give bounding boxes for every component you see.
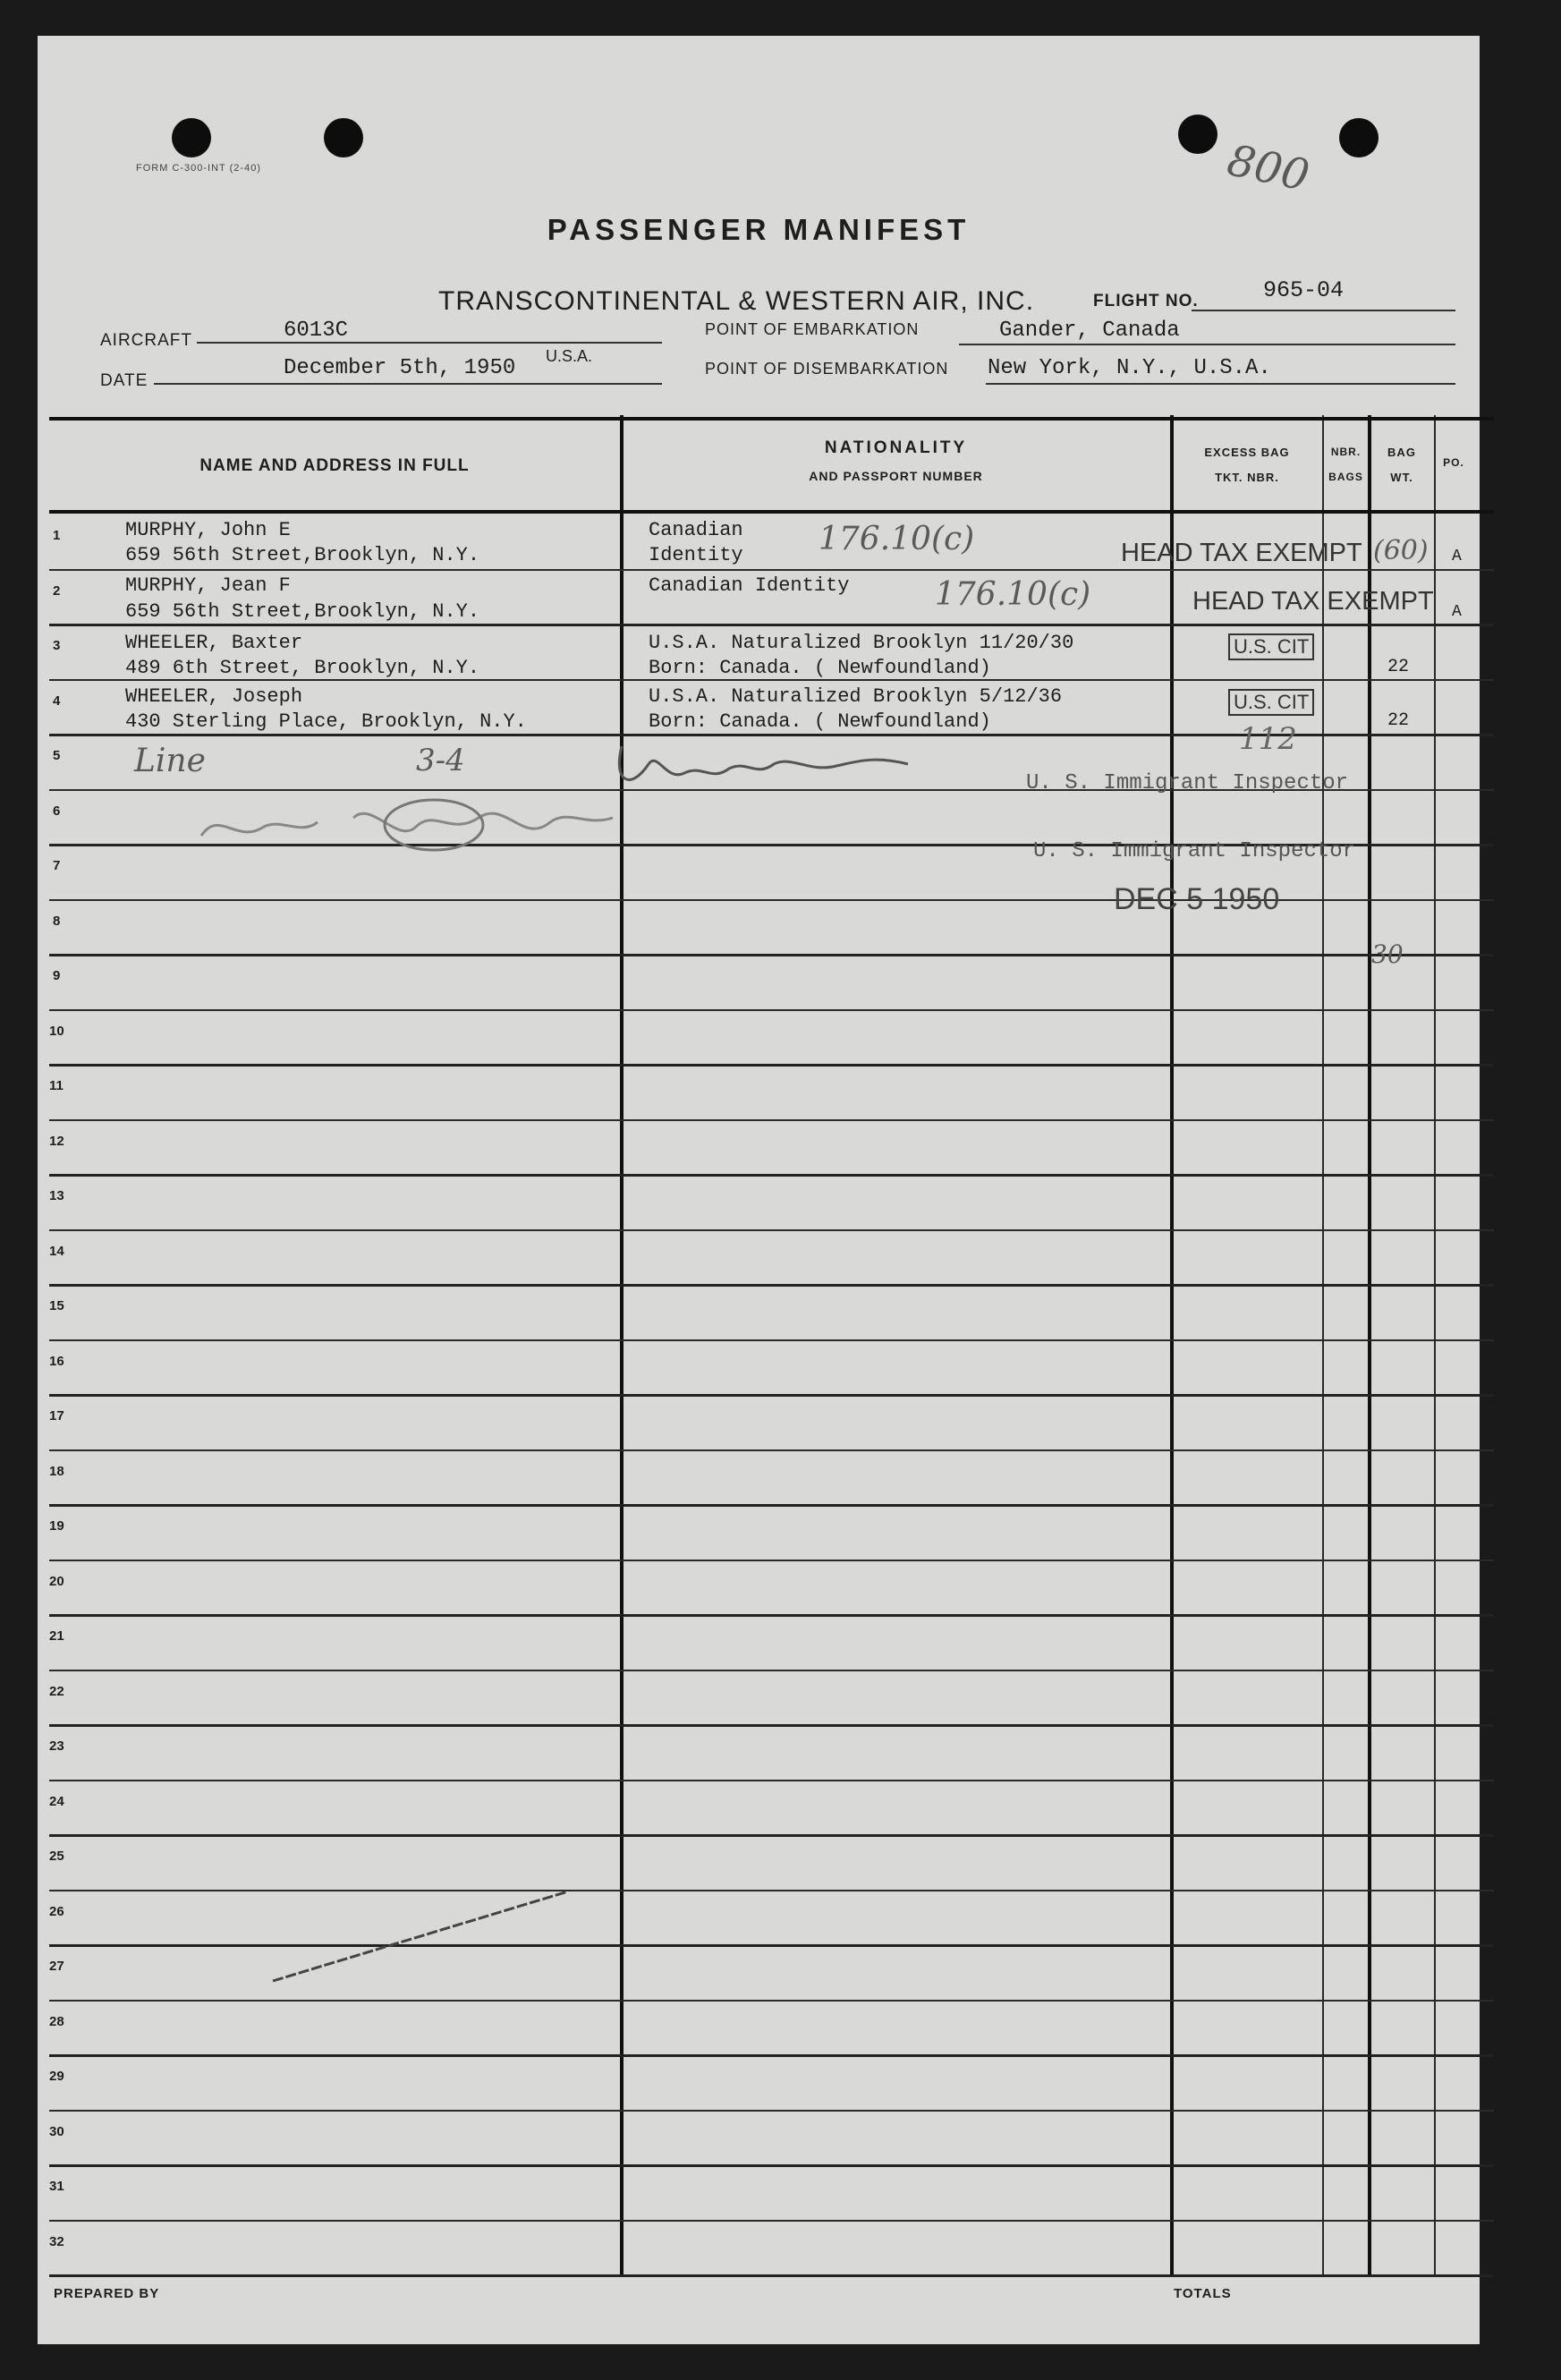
passenger-1-address: 659 56th Street,Brooklyn, N.Y. (125, 544, 480, 566)
column-header-excess-bag-sub: TKT. NBR. (1215, 471, 1279, 484)
passenger-4-name: WHEELER, Joseph (125, 685, 303, 708)
passenger-2-po: A (1452, 603, 1462, 621)
column-header-name: NAME AND ADDRESS IN FULL (199, 456, 470, 475)
row-number: 15 (49, 1298, 64, 1313)
embarkation-label: POINT OF EMBARKATION (705, 320, 920, 338)
passenger-2-name: MURPHY, Jean F (125, 574, 291, 597)
row-rule (49, 2274, 1494, 2277)
row-rule (49, 1670, 1494, 1671)
row-number: 17 (49, 1408, 64, 1424)
row-number: 21 (49, 1628, 64, 1644)
passenger-4-address: 430 Sterling Place, Brooklyn, N.Y. (125, 710, 527, 733)
inspector-stamp-2: U. S. Immigrant Inspector (1033, 839, 1356, 863)
row-rule (49, 1064, 1494, 1067)
row-number: 24 (49, 1793, 64, 1809)
row-rule (49, 2054, 1494, 2057)
punch-hole (172, 118, 211, 157)
date-stamp: DEC 5 1950 (1114, 882, 1280, 916)
page-title: PASSENGER MANIFEST (547, 213, 971, 246)
row-rule (49, 1834, 1494, 1837)
column-header-nationality-sub: AND PASSPORT NUMBER (809, 469, 983, 483)
row-number: 11 (49, 1078, 64, 1093)
passenger-1-bags: (60) (1373, 535, 1429, 566)
date-underline (154, 383, 662, 385)
column-header-excess-bag: EXCESS BAG (1204, 446, 1290, 459)
row-number: 22 (49, 1683, 64, 1699)
row-rule (49, 1560, 1494, 1561)
flight-underline (1192, 310, 1455, 311)
row-number: 18 (49, 1463, 64, 1479)
column-header-nationality: NATIONALITY (824, 438, 968, 457)
row-number: 23 (49, 1738, 64, 1754)
row-number: 26 (49, 1903, 64, 1919)
inspector-signature-1 (604, 728, 962, 800)
embarkation-underline (959, 344, 1455, 345)
passenger-1-po: A (1452, 548, 1462, 565)
row-number: 12 (49, 1133, 64, 1149)
passenger-3-stamp: U.S. CIT (1228, 633, 1314, 660)
row-number: 25 (49, 1849, 64, 1864)
totals-label: TOTALS (1174, 2286, 1232, 2301)
row-rule (49, 1009, 1494, 1011)
row-number: 16 (49, 1353, 64, 1369)
row-rule (49, 624, 1494, 626)
passenger-4-bag-wt: 22 (1387, 710, 1410, 731)
passenger-1-stamp: HEAD TAX EXEMPT (1121, 539, 1362, 567)
aircraft-label: AIRCRAFT (100, 331, 192, 350)
handwritten-line-note: Line (134, 743, 206, 779)
row-rule (49, 1174, 1494, 1177)
column-divider (1322, 415, 1324, 2276)
row-number: 20 (49, 1573, 64, 1589)
passenger-3-bag-wt: 22 (1387, 657, 1410, 677)
handwritten-corner-number: 800 (1223, 135, 1314, 201)
header-bottom-rule (49, 510, 1494, 514)
passenger-2-stamp: HEAD TAX EXEMPT (1192, 587, 1434, 616)
row-rule (49, 1394, 1494, 1397)
disembarkation-label: POINT OF DISEMBARKATION (705, 360, 949, 378)
row-number: 30 (49, 2123, 64, 2139)
row-number: 29 (49, 2069, 64, 2084)
row-rule (49, 1724, 1494, 1727)
handwritten-line-range: 3-4 (416, 743, 465, 778)
pencil-stroke (264, 1883, 586, 1990)
punch-hole (324, 118, 363, 157)
disembarkation-underline (986, 383, 1455, 385)
row-number: 2 (53, 582, 61, 599)
form-number: FORM C-300-INT (2-40) (136, 163, 261, 174)
embarkation-value: Gander, Canada (999, 319, 1180, 343)
row-number: 9 (53, 968, 61, 983)
handwritten-30: 30 (1371, 939, 1404, 969)
column-divider (1434, 415, 1436, 2276)
passenger-4-nationality: U.S.A. Naturalized Brooklyn 5/12/36 (649, 685, 1063, 708)
passenger-3-nationality: U.S.A. Naturalized Brooklyn 11/20/30 (649, 632, 1074, 654)
flight-number-value: 965-04 (1263, 277, 1345, 303)
passenger-3-address: 489 6th Street, Brooklyn, N.Y. (125, 657, 480, 679)
date-value: December 5th, 1950 (284, 356, 516, 380)
row-number: 7 (53, 858, 61, 873)
passenger-4-born: Born: Canada. ( Newfoundland) (649, 710, 991, 733)
row-rule (49, 1284, 1494, 1287)
row-number: 32 (49, 2233, 64, 2249)
aircraft-value: 6013C (284, 319, 349, 343)
inspector-stamp-1: U. S. Immigrant Inspector (1026, 771, 1349, 795)
disembarkation-value: New York, N.Y., U.S.A. (988, 356, 1271, 380)
column-header-nbr-bags-sub: BAGS (1328, 471, 1363, 483)
company-name: TRANSCONTINENTAL & WESTERN AIR, INC. (438, 286, 1035, 316)
row-number: 31 (49, 2179, 64, 2194)
row-rule (49, 954, 1494, 956)
passenger-2-address: 659 56th Street,Brooklyn, N.Y. (125, 600, 480, 623)
row-number: 27 (49, 1959, 64, 1974)
row-rule (49, 1449, 1494, 1451)
aircraft-underline (197, 342, 662, 344)
row-number: 10 (49, 1023, 64, 1039)
passenger-2-nationality: Canadian Identity (649, 574, 850, 597)
row-number: 13 (49, 1188, 64, 1203)
row-number: 1 (53, 528, 61, 543)
column-header-bag-wt-sub: WT. (1390, 471, 1413, 484)
aircraft-country: U.S.A. (546, 347, 593, 365)
row-rule (49, 1614, 1494, 1617)
row-number: 19 (49, 1518, 64, 1534)
punch-hole (1339, 118, 1379, 157)
passenger-1-name: MURPHY, John E (125, 519, 291, 541)
passenger-3-name: WHEELER, Baxter (125, 632, 303, 654)
row-number: 6 (53, 803, 61, 819)
handwritten-112: 112 (1239, 721, 1297, 757)
passenger-1-nationality-2: Identity (649, 544, 743, 566)
prepared-by-label: PREPARED BY (54, 2286, 160, 2301)
row-rule (49, 2110, 1494, 2112)
column-header-nbr-bags: NBR. (1330, 446, 1362, 458)
flight-number-label: FLIGHT NO. (1093, 292, 1199, 310)
row-number: 5 (53, 748, 61, 763)
column-divider (1368, 415, 1371, 2276)
row-rule (49, 1504, 1494, 1507)
row-number: 28 (49, 2013, 64, 2029)
row-number: 4 (53, 693, 61, 709)
row-rule (49, 2220, 1494, 2222)
passenger-4-stamp: U.S. CIT (1228, 689, 1314, 716)
row-rule (49, 1119, 1494, 1121)
row-rule (49, 2000, 1494, 2002)
column-divider (1170, 415, 1174, 2276)
inspector-signature-2 (183, 782, 631, 863)
row-rule (49, 2164, 1494, 2167)
passenger-3-born: Born: Canada. ( Newfoundland) (649, 657, 991, 679)
passenger-1-handwritten-number: 176.10(c) (819, 521, 975, 557)
row-rule (49, 569, 1494, 571)
date-label: DATE (100, 371, 148, 390)
punch-hole (1178, 115, 1217, 154)
row-rule (49, 1229, 1494, 1231)
row-number: 14 (49, 1243, 64, 1259)
column-header-bag-wt: BAG (1387, 446, 1416, 459)
passenger-1-nationality: Canadian (649, 519, 743, 541)
row-rule (49, 1339, 1494, 1341)
header-top-rule (49, 417, 1494, 421)
column-divider (620, 415, 624, 2276)
row-number: 8 (53, 913, 61, 929)
column-header-po: PO. (1443, 456, 1464, 469)
manifest-table (49, 415, 1494, 2276)
row-rule (49, 1780, 1494, 1781)
passenger-2-handwritten-number: 176.10(c) (935, 576, 1091, 613)
row-number: 3 (53, 638, 61, 653)
